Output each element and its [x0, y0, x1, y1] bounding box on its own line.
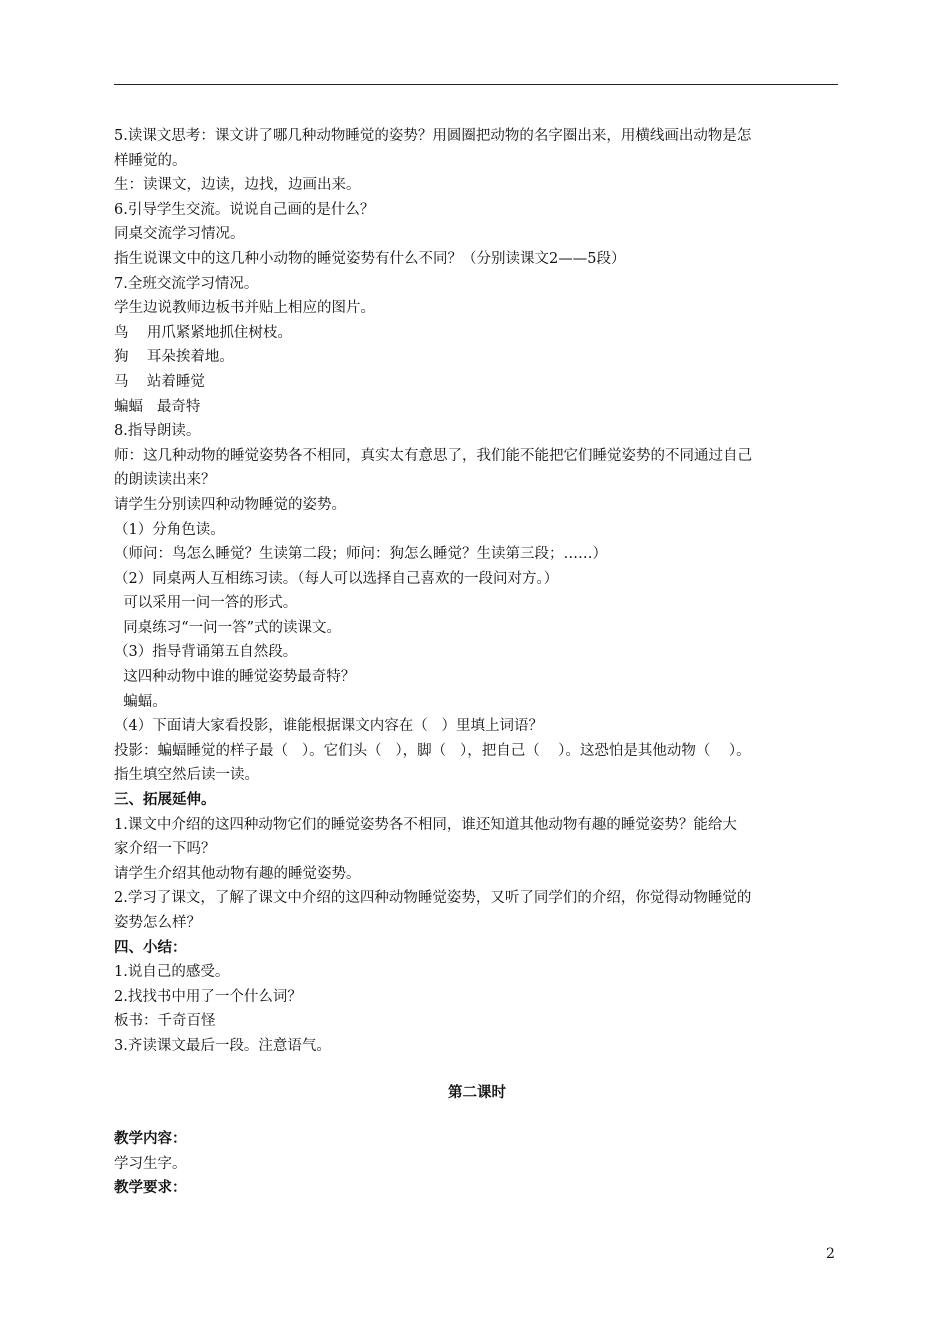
text-line: 师：这几种动物的睡觉姿势各不相同，真实太有意思了，我们能不能把它们睡觉姿势的不同通过自己 [114, 447, 752, 464]
text-line: 指生说课文中的这几种小动物的睡觉姿势有什么不同？（分别读课文2——5段） [114, 250, 626, 267]
text-line: 的朗读读出来？ [114, 472, 216, 489]
text-line: 1.课文中介绍的这四种动物它们的睡觉姿势各不相同，谁还知道其他动物有趣的睡觉姿势？能给大 [114, 816, 737, 833]
teaching-content-label: 教学内容： [114, 1130, 187, 1148]
section-title: 第二课时 [448, 1083, 506, 1101]
board-line-dog: 狗 耳朵挨着地。 [114, 349, 234, 366]
text-line: 8.指导朗读。 [114, 423, 201, 440]
text-line: 家介绍一下吗？ [114, 841, 216, 858]
text-line: 样睡觉的。 [114, 152, 187, 169]
text-line: 请学生介绍其他动物有趣的睡觉姿势。 [114, 865, 361, 882]
page-body [114, 124, 840, 1201]
text-line: （4）下面请大家看投影，谁能根据课文内容在（ ）里填上词语？ [114, 718, 544, 735]
text-line: 同桌交流学习情况。 [114, 226, 245, 243]
text-line: 1.说自己的感受。 [114, 964, 230, 981]
text-line: （2）同桌两人互相练习读。（每人可以选择自己喜欢的一段问对方。） [114, 570, 559, 587]
lines-b-block [114, 813, 840, 936]
text-line: 蝙蝠。 [114, 693, 167, 710]
board-line-bat: 蝙蝠 最奇特 [114, 398, 201, 415]
text-line: 6.引导学生交流。说说自己画的是什么？ [114, 201, 375, 218]
page-number: 2 [826, 1246, 835, 1262]
text-line: 3.齐读课文最后一段。注意语气。 [114, 1037, 331, 1054]
text-line: 指生填空然后读一读。 [114, 767, 259, 784]
lines-c-block [114, 960, 840, 1058]
board-line-horse: 马 站着睡觉 [114, 373, 205, 390]
text-line: 请学生分别读四种动物睡觉的姿势。 [114, 496, 346, 513]
fill-blank-line: 投影：蝙蝠睡觉的样子最（ ）。它们头（ ），脚（ ），把自己（ ）。这恐怕是其他动物（ ）。 [114, 742, 751, 759]
text-line: （1）分角色读。 [114, 521, 225, 538]
text-line: 同桌练习“一问一答”式的读课文。 [114, 619, 342, 636]
teaching-content-value: 学习生字。 [114, 1155, 187, 1172]
text-line: （3）指导背诵第五自然段。 [114, 644, 298, 661]
text-line: 这四种动物中谁的睡觉姿势最奇特？ [114, 669, 356, 686]
lines-a-block [114, 124, 840, 788]
teaching-requirements-label: 教学要求： [114, 1179, 187, 1197]
section-heading-summary: 四、小结： [114, 938, 187, 956]
board-line-bird: 鸟 用爪紧紧地抓住树枝。 [114, 324, 292, 341]
text-line: 7.全班交流学习情况。 [114, 275, 259, 292]
text-line: （师问：鸟怎么睡觉？生读第二段；师问：狗怎么睡觉？生读第三段；……） [114, 546, 607, 563]
text-line: 5.读课文思考：课文讲了哪几种动物睡觉的姿势？用圆圈把动物的名字圈出来，用横线画出动物是怎 [114, 128, 752, 144]
text-line: 2.找找书中用了一个什么词？ [114, 988, 302, 1005]
text-line: 可以采用一问一答的形式。 [114, 595, 298, 612]
text-line: 生：读课文，边读，边找，边画出来。 [114, 177, 361, 194]
text-line: 学生边说教师边板书并贴上相应的图片。 [114, 300, 375, 317]
text-line: 姿势怎么样？ [114, 915, 201, 931]
header-rule [114, 84, 838, 85]
text-line: 板书：千奇百怪 [114, 1013, 216, 1030]
section-heading-extension: 三、拓展延伸。 [114, 791, 216, 809]
text-line: 2.学习了课文，了解了课文中介绍的这四种动物睡觉姿势，又听了同学们的介绍，你觉得动物睡觉的 [114, 890, 752, 907]
